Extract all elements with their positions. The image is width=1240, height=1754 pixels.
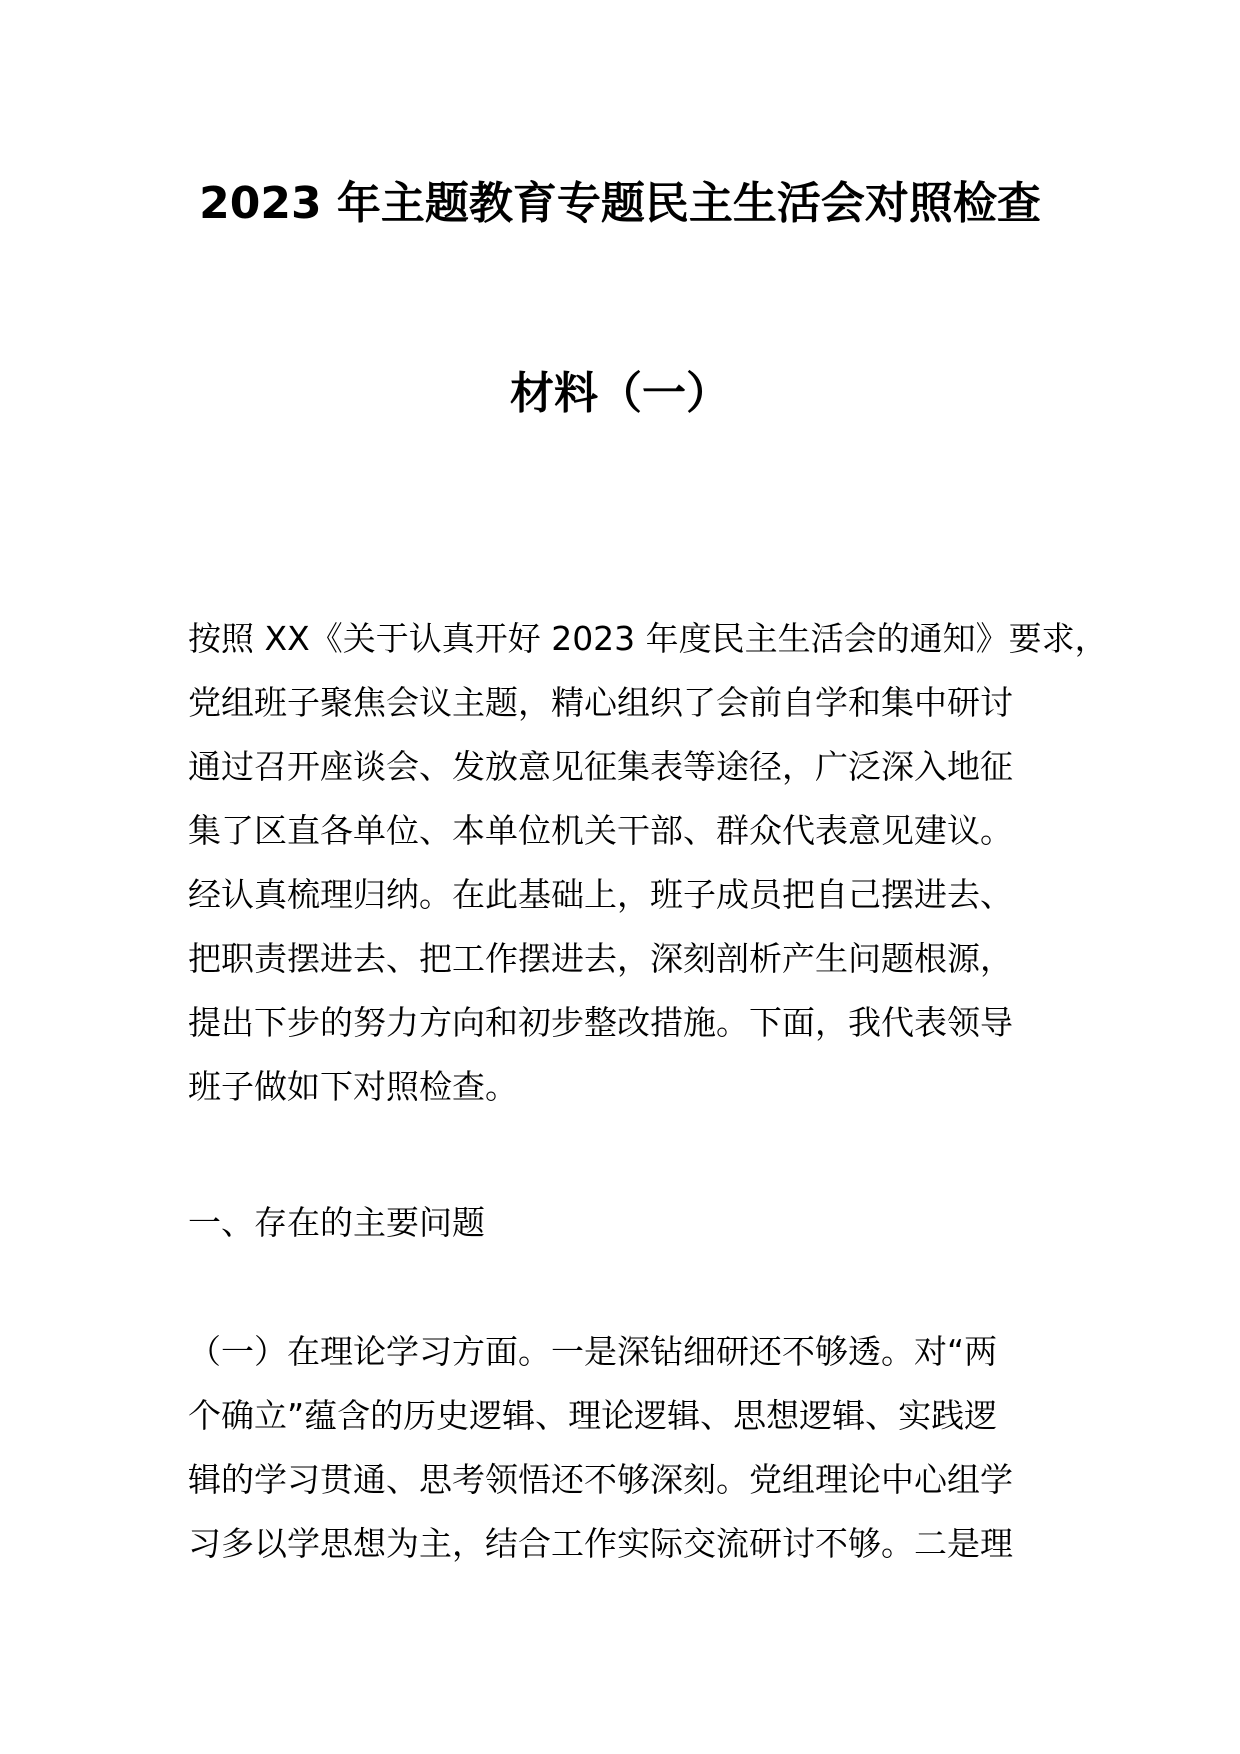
paragraph-line: 习多以学思想为主，结合工作实际交流研讨不够。二是理 <box>188 1524 1013 1563</box>
paragraph-line: 把职责摆进去、把工作摆进去，深刻剖析产生问题根源， <box>188 939 1013 978</box>
paragraph-line: （一）在理论学习方面。一是深钻细研还不够透。对“两 <box>188 1332 998 1371</box>
paragraph-theory-study <box>188 1320 1088 1576</box>
paragraph-line: 个确立”蕴含的历史逻辑、理论逻辑、思想逻辑、实践逻 <box>188 1396 998 1435</box>
paragraph-line: 通过召开座谈会、发放意见征集表等途径，广泛深入地征 <box>188 747 1013 786</box>
paragraph-line: 经认真梳理归纳。在此基础上，班子成员把自己摆进去、 <box>188 875 1013 914</box>
document-title-line-2: 材料（一） <box>510 368 730 419</box>
document-title-line-1: 2023 年主题教育专题民主生活会对照检查 <box>199 178 1041 229</box>
section-heading-text: 一、存在的主要问题 <box>188 1203 485 1242</box>
paragraph-line: 按照 XX《关于认真开好 2023 年度民主生活会的通知》要求， <box>188 619 1108 658</box>
section-heading <box>188 1191 1088 1255</box>
paragraph-line: 提出下步的努力方向和初步整改措施。下面，我代表领导 <box>188 1003 1013 1042</box>
paragraph-introduction <box>188 607 1108 1119</box>
paragraph-line: 班子做如下对照检查。 <box>188 1067 518 1106</box>
paragraph-line: 党组班子聚焦会议主题，精心组织了会前自学和集中研讨 <box>188 683 1013 722</box>
paragraph-line: 辑的学习贯通、思考领悟还不够深刻。党组理论中心组学 <box>188 1460 1013 1499</box>
paragraph-line: 集了区直各单位、本单位机关干部、群众代表意见建议。 <box>188 811 1013 850</box>
